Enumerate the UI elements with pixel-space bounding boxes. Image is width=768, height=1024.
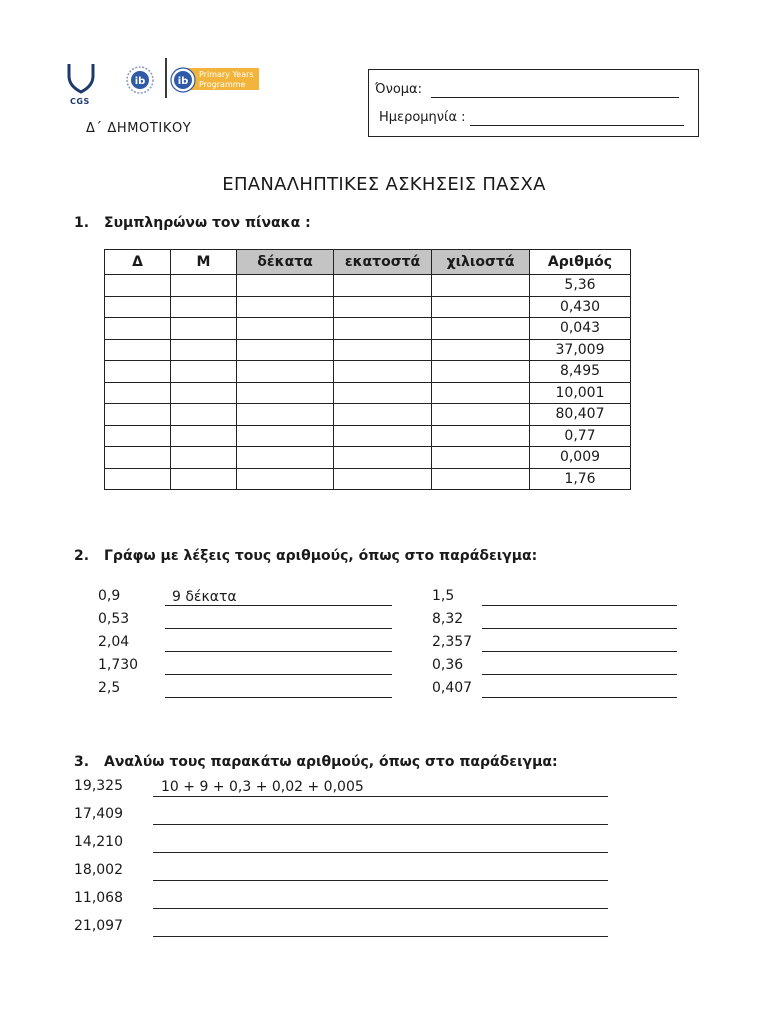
answer-line[interactable] bbox=[165, 612, 392, 629]
table-row bbox=[105, 361, 631, 383]
analysis-line[interactable] bbox=[153, 919, 608, 937]
school-logo-text: CGS bbox=[70, 97, 90, 106]
answer-line[interactable] bbox=[165, 635, 392, 652]
blank-cell[interactable] bbox=[334, 382, 432, 404]
exercise3-number: 11,068 bbox=[74, 890, 123, 906]
table-row bbox=[105, 296, 631, 318]
blank-cell[interactable] bbox=[105, 382, 171, 404]
exercise2-heading bbox=[74, 548, 537, 564]
blank-cell[interactable] bbox=[237, 404, 334, 426]
blank-cell[interactable] bbox=[334, 296, 432, 318]
blank-cell[interactable] bbox=[334, 425, 432, 447]
name-label: Όνομα: bbox=[375, 82, 422, 97]
number-cell: 0,77 bbox=[530, 425, 631, 447]
exercise2-number: 2,04 bbox=[98, 634, 130, 650]
blank-cell[interactable] bbox=[237, 468, 334, 490]
answer-line[interactable] bbox=[165, 658, 392, 675]
answer-line[interactable] bbox=[482, 635, 677, 652]
number-cell: 8,495 bbox=[530, 361, 631, 383]
exercise2-number: 1,730 bbox=[98, 657, 139, 673]
exercise1-prompt: Συμπληρώνω τον πίνακα : bbox=[104, 215, 311, 231]
exercise2-number: 0,53 bbox=[98, 611, 130, 627]
number-cell: 0,043 bbox=[530, 318, 631, 340]
blank-cell[interactable] bbox=[171, 339, 237, 361]
blank-cell[interactable] bbox=[432, 468, 530, 490]
table-row bbox=[105, 339, 631, 361]
date-field[interactable] bbox=[470, 125, 684, 126]
blank-cell[interactable] bbox=[105, 318, 171, 340]
grade-label: Δ΄ ΔΗΜΟΤΙΚΟΥ bbox=[86, 121, 192, 136]
table-row bbox=[105, 318, 631, 340]
blank-cell[interactable] bbox=[237, 382, 334, 404]
header-cell: Δ bbox=[105, 250, 171, 275]
analysis-line[interactable]: 10 + 9 + 0,3 + 0,02 + 0,005 bbox=[153, 779, 608, 797]
blank-cell[interactable] bbox=[171, 468, 237, 490]
table-row bbox=[105, 468, 631, 490]
pyp-line2: Programme bbox=[199, 80, 246, 89]
blank-cell[interactable] bbox=[105, 339, 171, 361]
name-field[interactable] bbox=[431, 97, 679, 98]
blank-cell[interactable] bbox=[105, 296, 171, 318]
exercise2-number: 0,36 bbox=[432, 657, 464, 673]
exercise2-number: 2,357 bbox=[432, 634, 473, 650]
answer-line[interactable] bbox=[482, 658, 677, 675]
exercise1-number: 1. bbox=[74, 215, 90, 231]
blank-cell[interactable] bbox=[171, 275, 237, 297]
pyp-line1: Primary Years bbox=[199, 70, 254, 79]
blank-cell[interactable] bbox=[237, 361, 334, 383]
exercise2-number: 0,407 bbox=[432, 680, 473, 696]
exercise3-heading bbox=[74, 754, 558, 770]
blank-cell[interactable] bbox=[334, 404, 432, 426]
blank-cell[interactable] bbox=[334, 275, 432, 297]
exercise1-heading bbox=[74, 215, 311, 231]
blank-cell[interactable] bbox=[237, 275, 334, 297]
header-cell: Αριθμός bbox=[530, 250, 631, 275]
exercise3-number: 17,409 bbox=[74, 806, 123, 822]
blank-cell[interactable] bbox=[237, 447, 334, 469]
answer-line[interactable] bbox=[165, 681, 392, 698]
exercise2-number: 2,5 bbox=[98, 680, 121, 696]
exercise3-prompt: Αναλύω τους παρακάτω αριθμούς, όπως στο παράδειγμα: bbox=[104, 754, 558, 770]
number-cell: 10,001 bbox=[530, 382, 631, 404]
analysis-line[interactable] bbox=[153, 807, 608, 825]
blank-cell[interactable] bbox=[334, 447, 432, 469]
header-cell: Μ bbox=[171, 250, 237, 275]
analysis-line[interactable] bbox=[153, 835, 608, 853]
blank-cell[interactable] bbox=[334, 468, 432, 490]
analysis-line[interactable] bbox=[153, 863, 608, 881]
blank-cell[interactable] bbox=[237, 318, 334, 340]
number-cell: 80,407 bbox=[530, 404, 631, 426]
blank-cell[interactable] bbox=[237, 296, 334, 318]
blank-cell[interactable] bbox=[432, 425, 530, 447]
blank-cell[interactable] bbox=[432, 318, 530, 340]
student-info-box bbox=[368, 69, 699, 137]
blank-cell[interactable] bbox=[105, 425, 171, 447]
table-row bbox=[105, 404, 631, 426]
school-shield-logo bbox=[66, 62, 96, 94]
blank-cell[interactable] bbox=[334, 361, 432, 383]
exercise3-number: 18,002 bbox=[74, 862, 123, 878]
blank-cell[interactable] bbox=[432, 382, 530, 404]
exercise2-number: 1,5 bbox=[432, 588, 455, 604]
blank-cell[interactable] bbox=[237, 425, 334, 447]
blank-cell[interactable] bbox=[432, 404, 530, 426]
blank-cell[interactable] bbox=[237, 339, 334, 361]
blank-cell[interactable] bbox=[105, 275, 171, 297]
blank-cell[interactable] bbox=[171, 361, 237, 383]
blank-cell[interactable] bbox=[105, 447, 171, 469]
exercise3-number: 3. bbox=[74, 754, 90, 770]
number-cell: 1,76 bbox=[530, 468, 631, 490]
table-row bbox=[105, 275, 631, 297]
exercise2-number: 0,9 bbox=[98, 588, 121, 604]
number-cell: 5,36 bbox=[530, 275, 631, 297]
blank-cell[interactable] bbox=[432, 275, 530, 297]
blank-cell[interactable] bbox=[171, 404, 237, 426]
exercise2-prompt: Γράφω με λέξεις τους αριθμούς, όπως στο παράδειγμα: bbox=[104, 548, 538, 564]
header-cell: χιλιοστά bbox=[432, 250, 530, 275]
exercise2-number: 2. bbox=[74, 548, 90, 564]
table-row bbox=[105, 447, 631, 469]
blank-cell[interactable] bbox=[334, 318, 432, 340]
number-cell: 0,009 bbox=[530, 447, 631, 469]
header-cell: δέκατα bbox=[237, 250, 334, 275]
blank-cell[interactable] bbox=[105, 468, 171, 490]
blank-cell[interactable] bbox=[432, 339, 530, 361]
blank-cell[interactable] bbox=[105, 404, 171, 426]
date-label: Ημερομηνία : bbox=[379, 110, 466, 125]
answer-line[interactable] bbox=[482, 681, 677, 698]
blank-cell[interactable] bbox=[171, 447, 237, 469]
table-row bbox=[105, 382, 631, 404]
ib-logo-text: ib bbox=[134, 76, 146, 87]
pyp-logo bbox=[163, 58, 261, 98]
blank-cell[interactable] bbox=[171, 296, 237, 318]
place-value-table bbox=[104, 249, 631, 490]
blank-cell[interactable] bbox=[432, 447, 530, 469]
exercise3-number: 21,097 bbox=[74, 918, 123, 934]
exercise3-number: 19,325 bbox=[74, 778, 123, 794]
header-cell: εκατοστά bbox=[334, 250, 432, 275]
table-header-row bbox=[105, 250, 631, 275]
answer-line[interactable] bbox=[482, 589, 677, 606]
pyp-ib-text: ib bbox=[177, 76, 189, 87]
blank-cell[interactable] bbox=[105, 361, 171, 383]
blank-cell[interactable] bbox=[171, 318, 237, 340]
ib-logo bbox=[126, 66, 154, 94]
number-cell: 37,009 bbox=[530, 339, 631, 361]
exercise3-number: 14,210 bbox=[74, 834, 123, 850]
blank-cell[interactable] bbox=[171, 382, 237, 404]
table-row bbox=[105, 425, 631, 447]
exercise2-number: 8,32 bbox=[432, 611, 464, 627]
blank-cell[interactable] bbox=[432, 296, 530, 318]
answer-line[interactable] bbox=[482, 612, 677, 629]
answer-line[interactable]: 9 δέκατα bbox=[165, 589, 392, 606]
blank-cell[interactable] bbox=[171, 425, 237, 447]
analysis-line[interactable] bbox=[153, 891, 608, 909]
blank-cell[interactable] bbox=[334, 339, 432, 361]
blank-cell[interactable] bbox=[432, 361, 530, 383]
page-title: ΕΠΑΝΑΛΗΠΤΙΚΕΣ ΑΣΚΗΣΕΙΣ ΠΑΣΧΑ bbox=[222, 174, 546, 195]
number-cell: 0,430 bbox=[530, 296, 631, 318]
